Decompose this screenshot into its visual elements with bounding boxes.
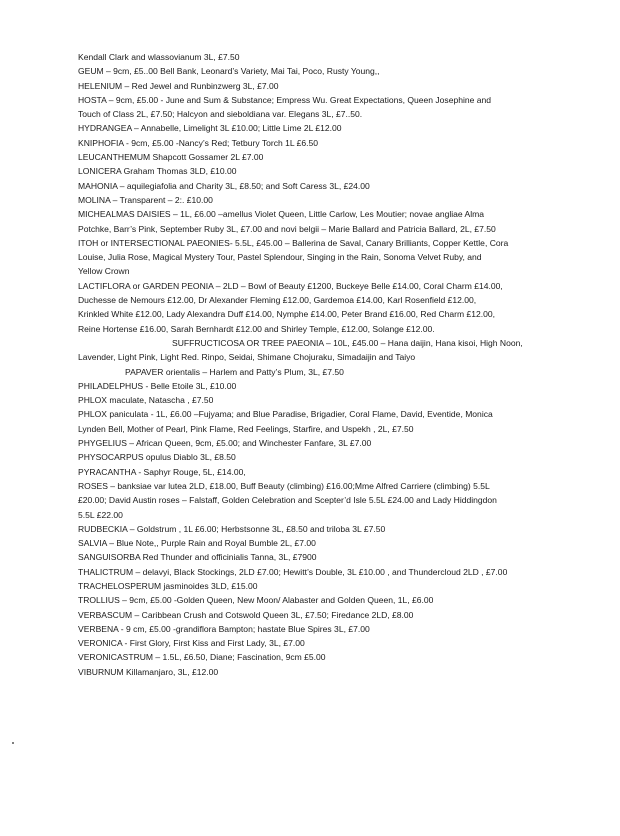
list-line: ITOH or INTERSECTIONAL PAEONIES- 5.5L, £45.00 – Ballerina de Saval, Canary Brilliants, Copper Kettle, Cora bbox=[78, 237, 509, 248]
list-line: LEUCANTHEMUM Shapcott Gossamer 2L £7.00 bbox=[78, 152, 264, 163]
list-line: MAHONIA – aquilegiafolia and Charity 3L, £8.50; and Soft Caress 3L, £24.00 bbox=[78, 180, 370, 191]
list-line: Duchesse de Nemours £12.00, Dr Alexander Fleming £12.00, Gardemoa £14.00, Karl Rosenfield £12.00, bbox=[78, 295, 477, 306]
list-line: VIBURNUM Killamanjaro, 3L, £12.00 bbox=[78, 666, 219, 677]
list-line: Kendall Clark and wlassovianum 3L, £7.50 bbox=[78, 52, 240, 62]
list-line: TRACHELOSPERUM jasminoides 3LD, £15.00 bbox=[78, 580, 258, 591]
list-line: HOSTA – 9cm, £5.00 - June and Sum & Substance; Empress Wu. Great Expectations, Queen Josephine and bbox=[78, 94, 492, 105]
list-line: Reine Hortense £16.00, Sarah Bernhardt £12.00 and Shirley Temple, £12.00, Solange £12.00. bbox=[78, 323, 435, 334]
list-line: MOLINA – Transparent – 2:. £10.00 bbox=[78, 194, 213, 205]
list-line: VERBENA - 9 cm, £5.00 -grandiflora Bampton; hastate Blue Spires 3L, £7.00 bbox=[78, 623, 370, 634]
list-line: HYDRANGEA – Annabelle, Limelight 3L £10.00; Little Lime 2L £12.00 bbox=[78, 123, 342, 134]
list-line: Lavender, Light Pink, Light Red. Rinpo, Seidai, Shimane Chojuraku, Simadaijin and Taiyo bbox=[78, 352, 416, 363]
list-line: PAPAVER orientalis – Harlem and Patty’s Plum, 3L, £7.50 bbox=[125, 366, 344, 377]
list-line: PYRACANTHA - Saphyr Rouge, 5L, £14.00, bbox=[78, 466, 246, 477]
list-line: VERONICA - First Glory, First Kiss and First Lady, 3L, £7.00 bbox=[78, 638, 305, 649]
list-line: RUDBECKIA – Goldstrum , 1L £6.00; Herbstsonne 3L, £8.50 and triloba 3L £7.50 bbox=[78, 523, 386, 534]
list-line: LONICERA Graham Thomas 3LD, £10.00 bbox=[78, 166, 237, 177]
list-line: Lynden Bell, Mother of Pearl, Pink Flame, Red Feelings, Starfire, and Uspekh , 2L, £7.50 bbox=[78, 423, 414, 434]
list-line: £20.00; David Austin roses – Falstaff, Golden Celebration and Scepter’d Isle 5.5L £24.00 and Lady Hiddingdon bbox=[78, 495, 497, 506]
list-line: HELENIUM – Red Jewel and Runbinzwerg 3L, £7.00 bbox=[78, 80, 279, 91]
list-line: Louise, Julia Rose, Magical Mystery Tour, Pastel Splendour, Singing in the Rain, Sonoma Velvet Ruby, and bbox=[78, 252, 482, 263]
list-line: THALICTRUM – delavyi, Black Stockings, 2LD £7.00; Hewitt’s Double, 3L £10.00 , and Thundercloud 2LD , £7.00 bbox=[78, 566, 508, 577]
list-line: Krinkled White £12.00, Lady Alexandra Duff £14.00, Nymphe £14.00, Peter Brand £16.00, Red Charm £12.00, bbox=[78, 309, 496, 320]
list-line: Yellow Crown bbox=[78, 266, 130, 277]
list-line: TROLLIUS – 9cm, £5.00 -Golden Queen, New Moon/ Alabaster and Golden Queen, 1L, £6.00 bbox=[78, 595, 434, 606]
list-line: ROSES – banksiae var lutea 2LD, £18.00, Buff Beauty (climbing) £16.00;Mme Alfred Carriere (climbing) 5.5L bbox=[78, 480, 490, 491]
list-line: GEUM – 9cm, £5..00 Bell Bank, Leonard’s Variety, Mai Tai, Poco, Rusty Young,, bbox=[78, 66, 380, 77]
list-line: VERONICASTRUM – 1.5L, £6.50, Diane; Fascination, 9cm £5.00 bbox=[78, 652, 326, 663]
list-line: SANGUISORBA Red Thunder and officinialis Tanna, 3L, £7900 bbox=[78, 552, 317, 563]
list-line: PHYSOCARPUS opulus Diablo 3L, £8.50 bbox=[78, 452, 236, 463]
plant-price-list bbox=[78, 50, 556, 679]
list-line: MICHEALMAS DAISIES – 1L, £6.00 –amellus Violet Queen, Little Carlow, Les Moutier; novae angliae Alma bbox=[78, 209, 485, 220]
list-line: PHILADELPHUS - Belle Etoile 3L, £10.00 bbox=[78, 380, 237, 391]
list-line: 5.5L £22.00 bbox=[78, 509, 123, 520]
list-line: PHLOX paniculata - 1L, £6.00 –Fujyama; and Blue Paradise, Brigadier, Coral Flame, David, Eventide, Monica bbox=[78, 409, 493, 420]
list-line: Potchke, Barr’s Pink, September Ruby 3L, £7.00 and novi belgii – Marie Ballard and Patricia Ballard, 2L, £7.50 bbox=[78, 223, 496, 234]
list-line: Touch of Class 2L, £7.50; Halcyon and sieboldiana var. Elegans 3L, £7..50. bbox=[78, 109, 363, 120]
list-line: KNIPHOFIA - 9cm, £5.00 -Nancy’s Red; Tetbury Torch 1L £6.50 bbox=[78, 137, 319, 148]
list-line: LACTIFLORA or GARDEN PEONIA – 2LD – Bowl of Beauty £1200, Buckeye Belle £14.00, Coral Charm £14.00, bbox=[78, 280, 503, 291]
list-line: PHLOX maculate, Natascha , £7.50 bbox=[78, 395, 214, 406]
list-line: PHYGELIUS – African Queen, 9cm, £5.00; and Winchester Fanfare, 3L £7.00 bbox=[78, 438, 372, 449]
list-line: SALVIA – Blue Note,, Purple Rain and Royal Bumble 2L, £7.00 bbox=[78, 538, 316, 549]
scan-speck bbox=[12, 742, 14, 744]
list-line: VERBASCUM – Caribbean Crush and Cotswold Queen 3L, £7.50; Firedance 2LD, £8.00 bbox=[78, 609, 414, 620]
list-line: SUFFRUCTICOSA OR TREE PAEONIA – 10L, £45.00 – Hana daijin, Hana kisoi, High Noon, bbox=[172, 337, 523, 348]
